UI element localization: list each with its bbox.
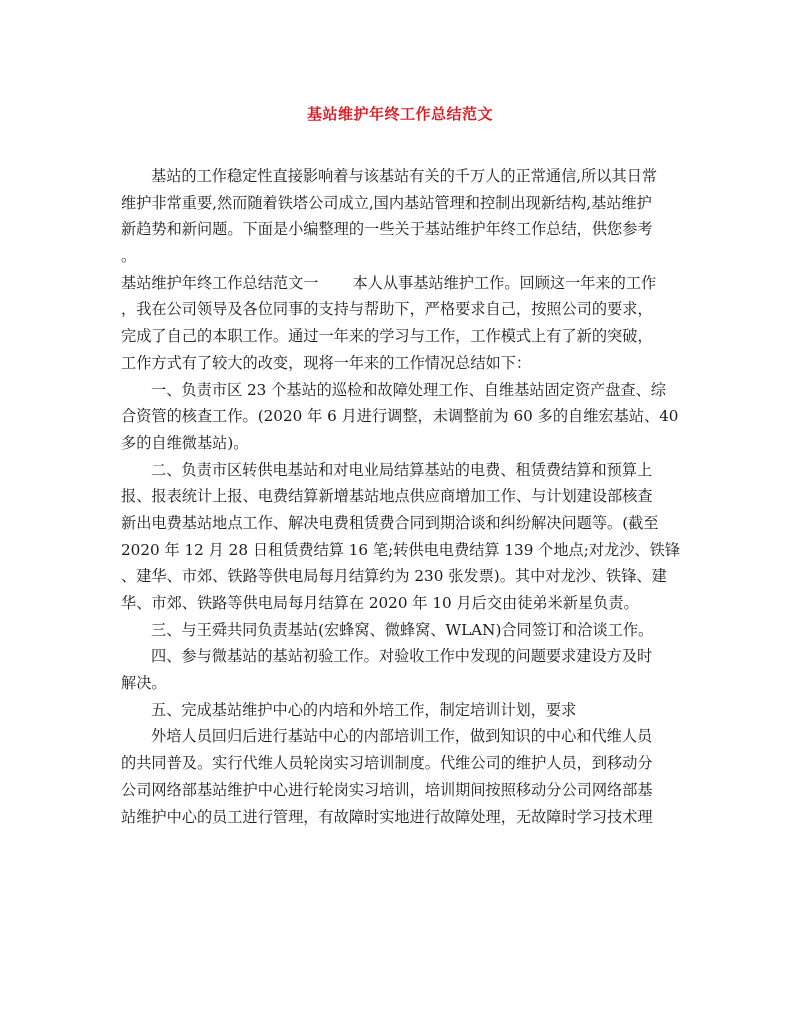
- text-line: 外培人员回归后进行基站中心的内部培训工作，做到知识的中心和代维人员: [151, 727, 653, 746]
- text-line: 的共同普及。实行代维人员轮岗实习培训制度。代维公司的维护人员，到移动分: [121, 754, 653, 773]
- document-body: [121, 163, 681, 830]
- text-line: 报、报表统计上报、电费结算新增基站地点供应商增加工作、与计划建设部核查: [121, 487, 653, 506]
- text-line: 2020 年 12 月 28 日租赁费结算 16 笔;转供电电费结算 139 个地点;对龙沙、铁锋: [121, 540, 680, 559]
- text-line: 五、完成基站维护中心的内培和外培工作，制定培训计划，要求: [151, 700, 577, 719]
- text-line: 多的自维微基站)。: [121, 433, 249, 452]
- text-line: 三、与王舜共同负责基站(宏蜂窝、微蜂窝、WLAN)合同签订和洽谈工作。: [151, 620, 654, 639]
- text-line: 。: [121, 247, 137, 266]
- document-title: 基站维护年终工作总结范文: [306, 105, 493, 123]
- text-line: 完成了自己的本职工作。通过一年来的学习与工作，工作模式上有了新的突破，: [121, 327, 653, 346]
- text-line: 新趋势和新问题。下面是小编整理的一些关于基站维护年终工作总结，供您参考: [121, 220, 653, 239]
- section-heading: 基站维护年终工作总结范文一: [121, 273, 319, 292]
- text-line: 新出电费基站地点工作、解决电费租赁费合同到期洽谈和纠纷解决问题等。(截至: [121, 513, 659, 532]
- text-line: ，我在公司领导及各位同事的支持与帮助下，严格要求自己，按照公司的要求，: [121, 300, 653, 319]
- text-line: 公司网络部基站维护中心进行轮岗实习培训，培训期间按照移动分公司网络部基: [121, 780, 653, 799]
- text-line: 解决。: [121, 674, 167, 693]
- text-line: 基站的工作稳定性直接影响着与该基站有关的千万人的正常通信,所以其日常: [151, 167, 658, 185]
- text-segment: 本人从事基站维护工作。回顾这一年来的工作: [352, 273, 657, 292]
- text-line: 、建华、市郊、铁路等供电局每月结算约为 230 张发票)。其中对龙沙、铁锋、建: [121, 567, 667, 586]
- section-heading-line: [121, 270, 681, 297]
- text-line: 二、负责市区转供电基站和对电业局结算基站的电费、租赁费结算和预算上: [151, 460, 653, 479]
- text-line: 华、市郊、铁路等供电局每月结算在 2020 年 10 月后交由徒弟米新星负责。: [121, 594, 639, 612]
- text-line: 站维护中心的员工进行管理，有故障时实地进行故障处理，无故障时学习技术理: [121, 807, 653, 826]
- text-line: 四、参与微基站的基站初验工作。对验收工作中发现的问题要求建设方及时: [151, 647, 653, 666]
- text-line: 工作方式有了较大的改变，现将一年来的工作情况总结如下：: [121, 353, 532, 372]
- text-line: 一、负责市区 23 个基站的巡检和故障处理工作、自维基站固定资产盘查、综: [151, 380, 666, 399]
- text-line: 合资管的核查工作。(2020 年 6 月进行调整，未调整前为 60 多的自维宏基站、40: [121, 407, 679, 426]
- text-line: 维护非常重要,然而随着铁塔公司成立,国内基站管理和控制出现新结构,基站维护: [121, 193, 652, 212]
